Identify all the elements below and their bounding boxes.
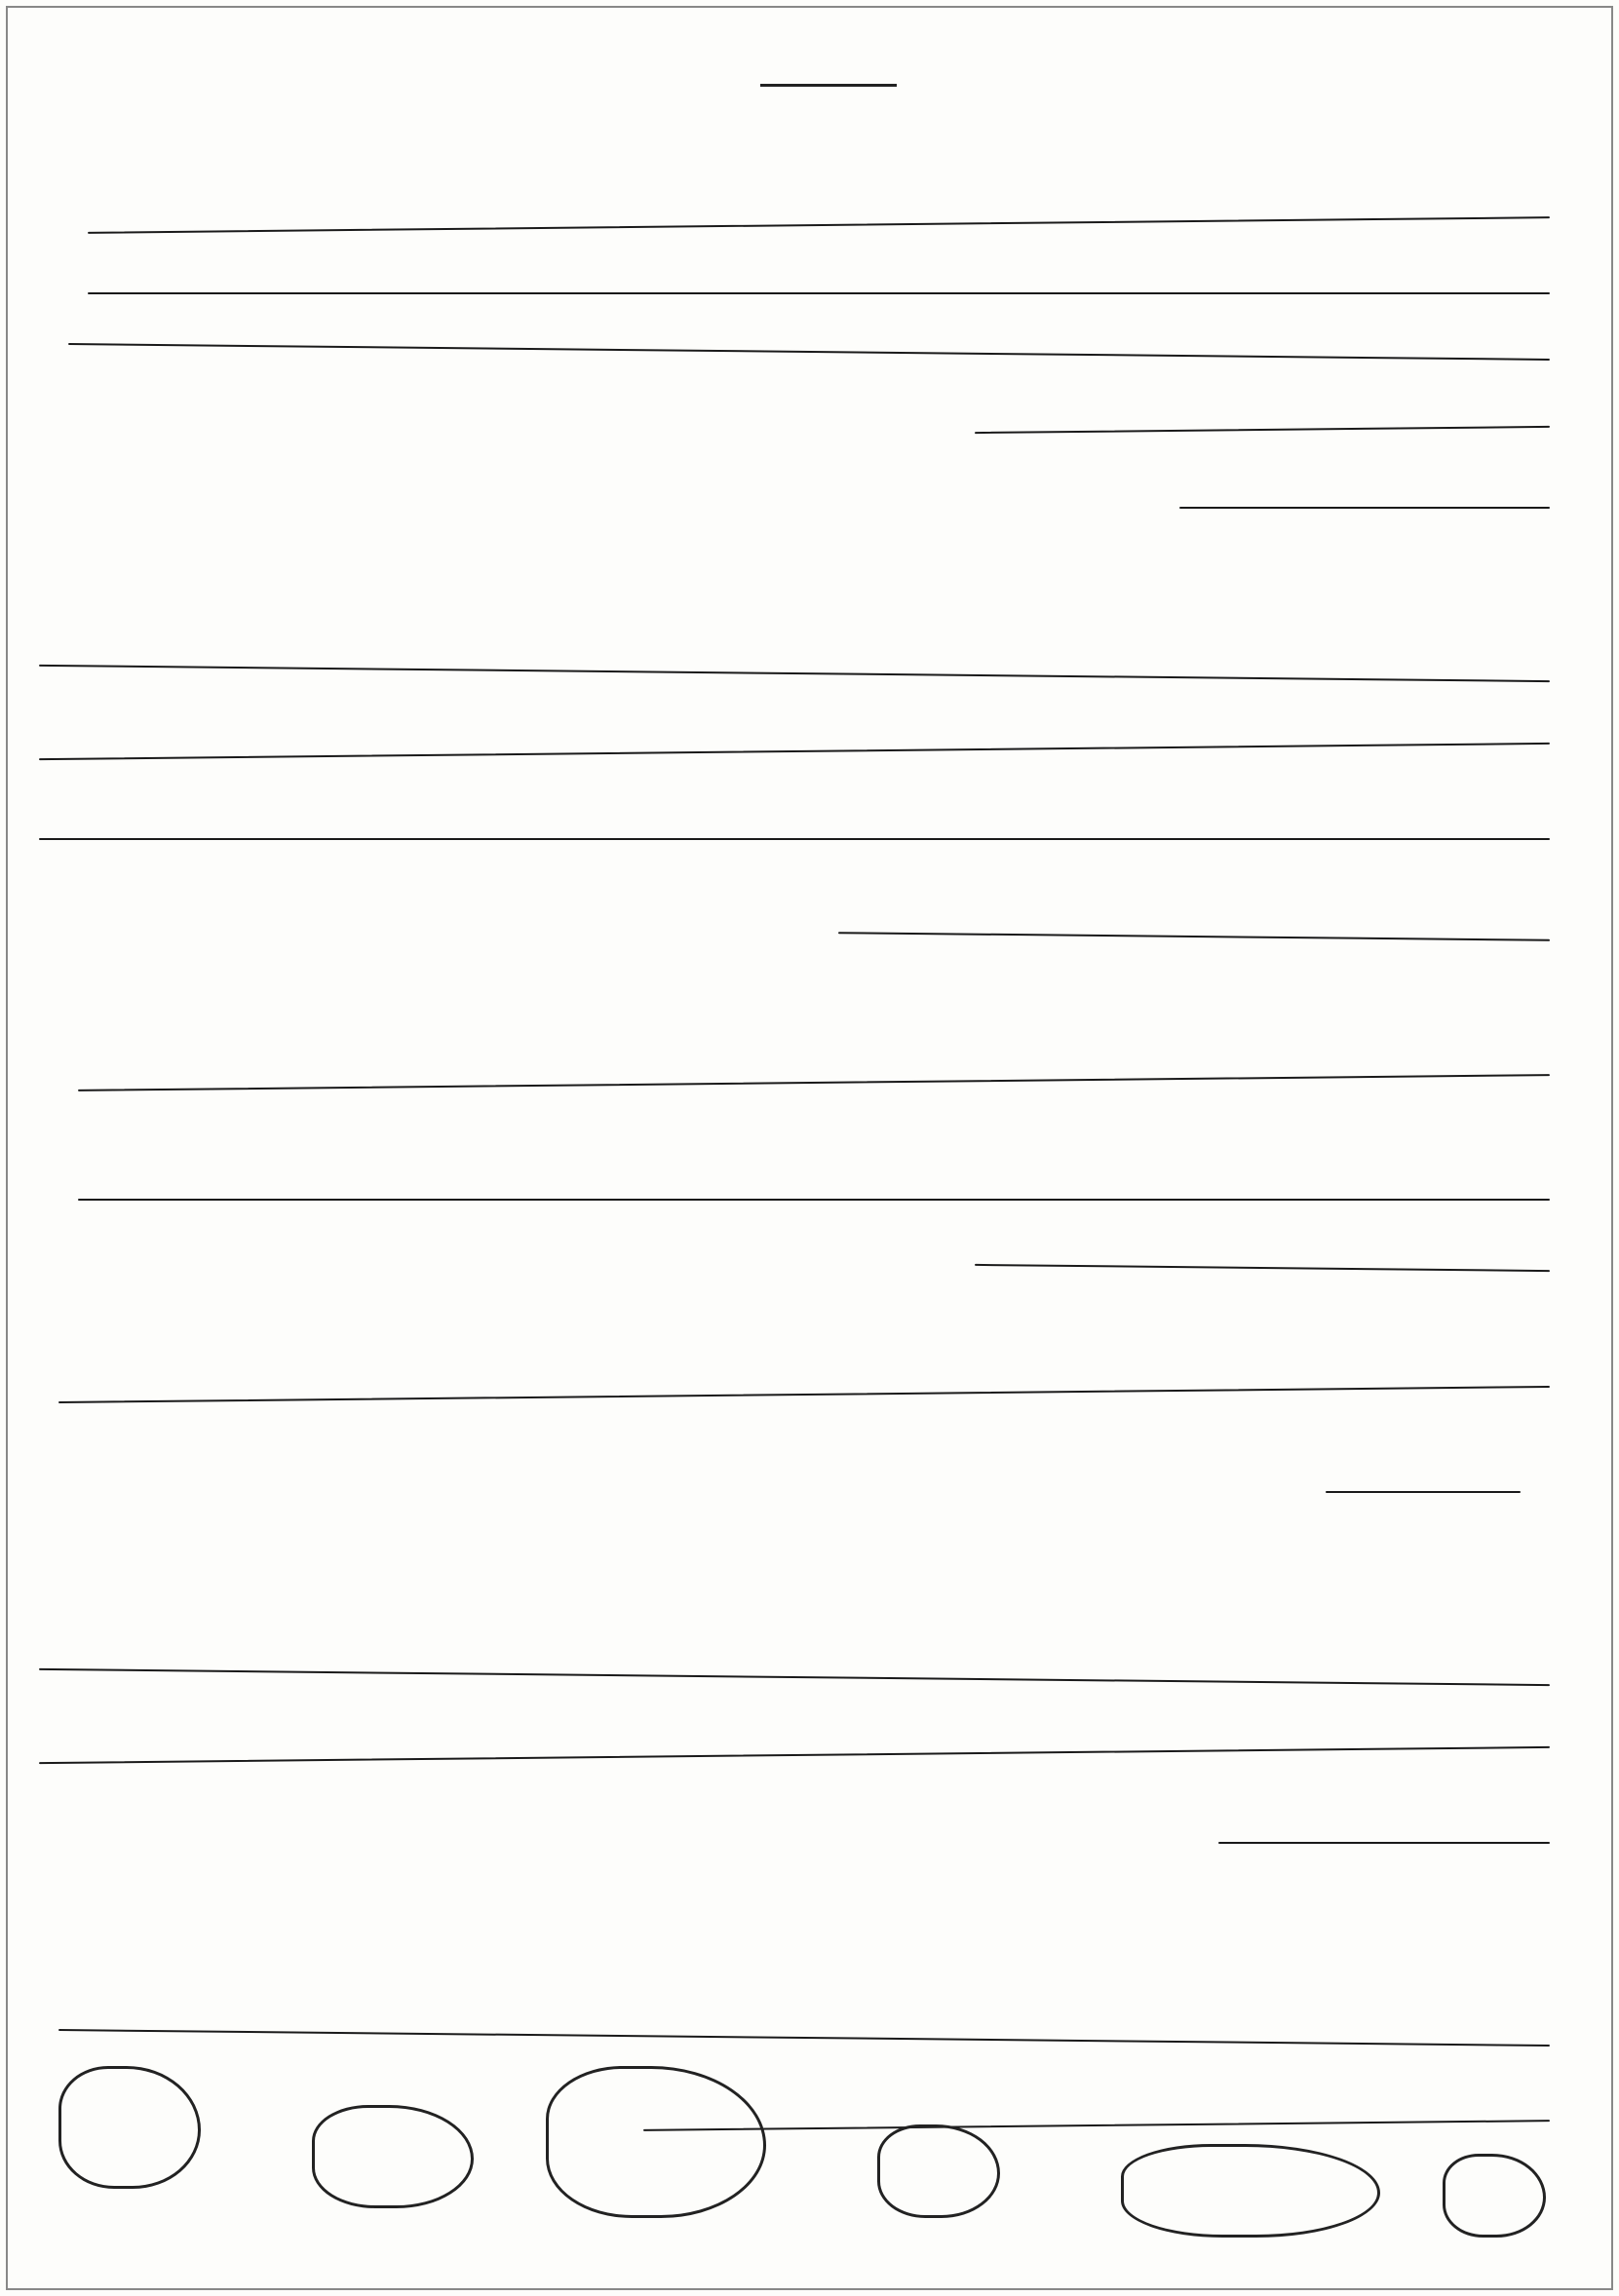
signature-4 — [877, 2124, 1000, 2218]
handwritten-line — [1326, 1491, 1521, 1493]
page-heading — [741, 39, 897, 78]
handwritten-line — [58, 1386, 1550, 1403]
handwritten-line — [58, 2029, 1550, 2047]
scan-border — [6, 6, 1613, 2290]
signature-2 — [312, 2105, 474, 2208]
handwritten-line — [78, 1074, 1550, 1091]
handwritten-line — [39, 1746, 1550, 1764]
handwritten-line — [643, 2120, 1550, 2131]
signature-1 — [58, 2066, 201, 2189]
handwritten-line — [68, 343, 1550, 361]
handwritten-line — [88, 292, 1550, 294]
handwritten-line — [1179, 507, 1550, 509]
signature-3 — [546, 2066, 766, 2218]
handwritten-line — [1218, 1842, 1550, 1844]
handwritten-line — [39, 838, 1550, 840]
handwritten-line — [39, 1668, 1550, 1686]
handwritten-line — [975, 1264, 1550, 1272]
handwritten-line — [975, 426, 1550, 434]
handwritten-line — [39, 665, 1550, 682]
handwritten-line — [88, 216, 1550, 234]
signature-5 — [1121, 2144, 1380, 2238]
handwritten-line — [39, 743, 1550, 760]
heading-underline — [760, 84, 897, 87]
handwritten-line — [78, 1199, 1550, 1201]
signature-6 — [1443, 2154, 1546, 2238]
handwritten-line — [838, 932, 1550, 941]
